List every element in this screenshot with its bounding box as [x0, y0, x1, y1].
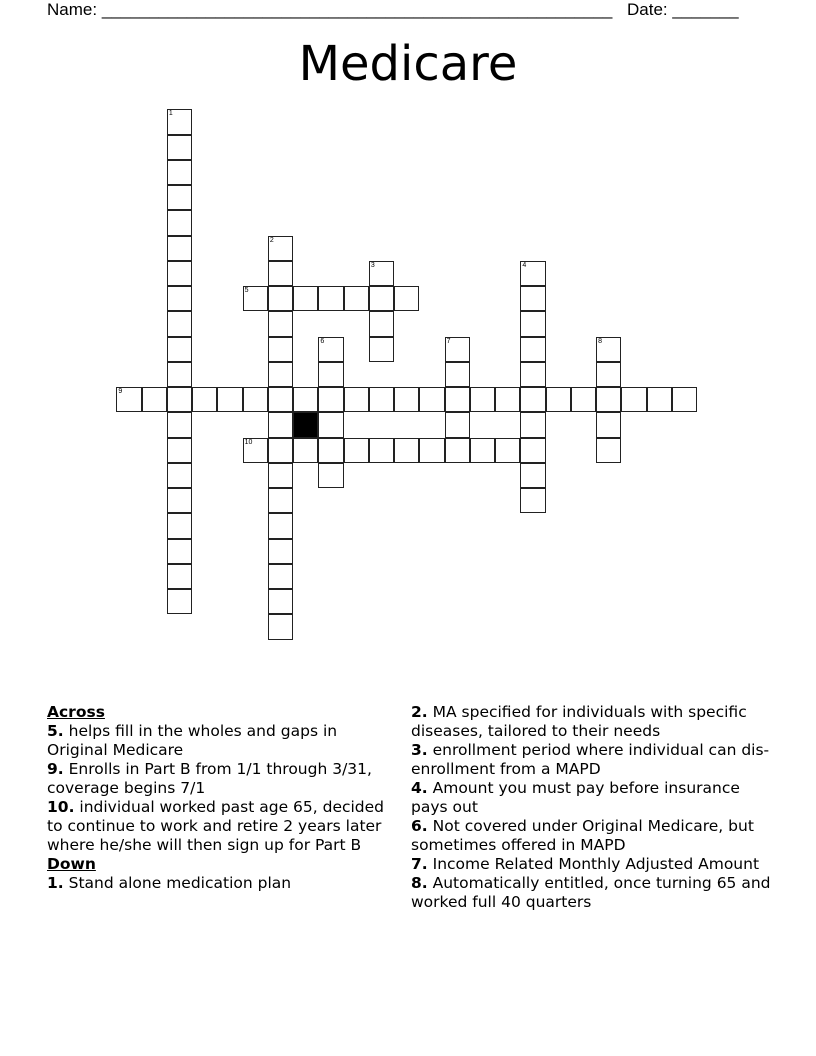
clues-left-column — [47, 703, 402, 893]
grid-cell[interactable] — [344, 286, 369, 311]
grid-cell[interactable] — [596, 387, 621, 412]
name-field[interactable] — [47, 0, 612, 20]
grid-cell[interactable] — [167, 160, 192, 185]
clue-text: Amount you must pay before insurance pays out — [411, 779, 740, 816]
clue-text: Enrolls in Part B from 1/1 through 3/31, coverage begins 7/1 — [47, 760, 372, 797]
grid-cell[interactable] — [520, 387, 545, 412]
clue-text: Stand alone medication plan — [68, 874, 292, 892]
grid-cell[interactable] — [268, 412, 293, 437]
grid-cell[interactable] — [369, 311, 394, 336]
grid-cell[interactable] — [293, 286, 318, 311]
grid-cell[interactable] — [167, 286, 192, 311]
grid-cell[interactable] — [394, 438, 419, 463]
grid-cell[interactable] — [520, 286, 545, 311]
grid-cell[interactable] — [419, 387, 444, 412]
grid-cell[interactable] — [268, 438, 293, 463]
grid-cell[interactable] — [268, 513, 293, 538]
clue-down-4 — [411, 779, 771, 817]
clue-text: MA specified for individuals with specific diseases, tailored to their needs — [411, 703, 747, 740]
grid-cell[interactable] — [167, 463, 192, 488]
grid-cell[interactable] — [647, 387, 672, 412]
grid-cell[interactable] — [369, 261, 394, 286]
name-line: ______________________________________________________ — [101, 0, 613, 19]
cell-number: 10 — [244, 438, 253, 446]
clue-down-3 — [411, 741, 771, 779]
grid-cell[interactable] — [293, 438, 318, 463]
grid-cell[interactable] — [167, 412, 192, 437]
grid-cell[interactable] — [318, 362, 343, 387]
clue-number: 4. — [411, 779, 428, 797]
across-heading: Across — [47, 703, 105, 721]
grid-cell[interactable] — [470, 438, 495, 463]
grid-cell[interactable] — [167, 589, 192, 614]
cell-number: 9 — [118, 388, 123, 396]
clue-text: helps fill in the wholes and gaps in Original Medicare — [47, 722, 338, 759]
grid-cell[interactable] — [217, 387, 242, 412]
grid-cell[interactable] — [445, 362, 470, 387]
grid-cell[interactable] — [268, 261, 293, 286]
grid-cell[interactable] — [192, 387, 217, 412]
grid-cell[interactable] — [596, 362, 621, 387]
grid-cell[interactable] — [445, 438, 470, 463]
grid-cell[interactable] — [520, 412, 545, 437]
grid-cell[interactable] — [167, 135, 192, 160]
date-label: Date: — [627, 0, 668, 19]
grid-cell[interactable] — [596, 412, 621, 437]
clue-across-9 — [47, 760, 402, 798]
grid-cell[interactable] — [116, 387, 141, 412]
grid-cell[interactable] — [167, 438, 192, 463]
grid-cell[interactable] — [268, 614, 293, 639]
cell-number: 3 — [370, 261, 375, 269]
grid-cell[interactable] — [268, 539, 293, 564]
grid-cell[interactable] — [318, 337, 343, 362]
grid-cell[interactable] — [369, 337, 394, 362]
grid-cell[interactable] — [520, 362, 545, 387]
grid-cell[interactable] — [318, 412, 343, 437]
grid-cell[interactable] — [268, 488, 293, 513]
grid-cell[interactable] — [445, 337, 470, 362]
clue-text: Not covered under Original Medicare, but sometimes offered in MAPD — [411, 817, 754, 854]
clue-down-8 — [411, 874, 771, 912]
clue-number: 9. — [47, 760, 64, 778]
grid-cell[interactable] — [268, 564, 293, 589]
grid-cell[interactable] — [167, 564, 192, 589]
date-field[interactable] — [627, 0, 739, 20]
grid-cell[interactable] — [268, 387, 293, 412]
grid-cell[interactable] — [318, 286, 343, 311]
clue-number: 10. — [47, 798, 75, 816]
grid-cell[interactable] — [520, 261, 545, 286]
clue-down-1 — [47, 874, 402, 893]
grid-cell[interactable] — [596, 337, 621, 362]
grid-cell[interactable] — [243, 286, 268, 311]
clue-number: 1. — [47, 874, 64, 892]
date-line: _______ — [672, 0, 739, 19]
grid-cell[interactable] — [167, 236, 192, 261]
grid-cell[interactable] — [672, 387, 697, 412]
grid-cell[interactable] — [268, 463, 293, 488]
grid-cell[interactable] — [470, 387, 495, 412]
grid-cell[interactable] — [369, 286, 394, 311]
clue-number: 3. — [411, 741, 428, 759]
grid-cell[interactable] — [495, 438, 520, 463]
cell-number: 5 — [244, 287, 249, 295]
grid-cell[interactable] — [318, 438, 343, 463]
grid-cell[interactable] — [268, 311, 293, 336]
grid-cell[interactable] — [520, 463, 545, 488]
grid-cell[interactable] — [495, 387, 520, 412]
clue-number: 7. — [411, 855, 428, 873]
grid-cell[interactable] — [520, 311, 545, 336]
grid-cell[interactable] — [520, 337, 545, 362]
grid-cell[interactable] — [571, 387, 596, 412]
grid-cell[interactable] — [419, 438, 444, 463]
clue-down-7 — [411, 855, 771, 874]
clue-number: 2. — [411, 703, 428, 721]
grid-cell[interactable] — [268, 589, 293, 614]
grid-cell[interactable] — [318, 463, 343, 488]
clue-text: Automatically entitled, once turning 65 and worked full 40 quarters — [411, 874, 771, 911]
grid-cell[interactable] — [268, 286, 293, 311]
clue-number: 8. — [411, 874, 428, 892]
grid-cell[interactable] — [167, 185, 192, 210]
grid-cell[interactable] — [167, 109, 192, 134]
grid-cell[interactable] — [167, 210, 192, 235]
cell-number: 2 — [269, 236, 274, 244]
clue-text: Income Related Monthly Adjusted Amount — [432, 855, 760, 873]
page-title: Medicare — [298, 36, 518, 92]
grid-cell[interactable] — [318, 387, 343, 412]
grid-cell[interactable] — [394, 286, 419, 311]
clue-down-2 — [411, 703, 771, 741]
grid-cell[interactable] — [243, 438, 268, 463]
clue-text: enrollment period where individual can dis-enrollment from a MAPD — [411, 741, 770, 778]
clue-text: individual worked past age 65, decided to continue to work and retire 2 years later where he/she will then sign up for Part B — [47, 798, 385, 854]
grid-cell[interactable] — [520, 488, 545, 513]
grid-cell[interactable] — [167, 362, 192, 387]
grid-cell[interactable] — [167, 387, 192, 412]
grid-cell[interactable] — [394, 387, 419, 412]
cell-number: 1 — [168, 110, 173, 118]
grid-cell[interactable] — [268, 337, 293, 362]
grid-cell[interactable] — [268, 362, 293, 387]
cell-number: 4 — [522, 261, 527, 269]
grid-cell[interactable] — [167, 488, 192, 513]
grid-cell[interactable] — [369, 438, 394, 463]
name-label: Name: — [47, 0, 98, 19]
cell-number: 7 — [446, 337, 451, 345]
grid-cell[interactable] — [369, 387, 394, 412]
grid-cell[interactable] — [243, 387, 268, 412]
clues-right-column — [411, 703, 771, 912]
grid-cell[interactable] — [167, 513, 192, 538]
clue-down-6 — [411, 817, 771, 855]
black-cell — [293, 412, 318, 437]
cell-number: 6 — [320, 337, 325, 345]
grid-cell[interactable] — [293, 387, 318, 412]
grid-cell[interactable] — [596, 438, 621, 463]
grid-cell[interactable] — [445, 412, 470, 437]
down-heading: Down — [47, 855, 96, 873]
grid-cell[interactable] — [167, 539, 192, 564]
grid-cell[interactable] — [520, 438, 545, 463]
grid-cell[interactable] — [344, 438, 369, 463]
grid-cell[interactable] — [621, 387, 646, 412]
grid-cell[interactable] — [546, 387, 571, 412]
clue-number: 5. — [47, 722, 64, 740]
cell-number: 8 — [598, 337, 603, 345]
grid-cell[interactable] — [167, 261, 192, 286]
grid-cell[interactable] — [268, 236, 293, 261]
clue-across-5 — [47, 722, 402, 760]
grid-cell[interactable] — [142, 387, 167, 412]
grid-cell[interactable] — [167, 337, 192, 362]
grid-cell[interactable] — [344, 387, 369, 412]
grid-cell[interactable] — [445, 387, 470, 412]
clue-number: 6. — [411, 817, 428, 835]
clue-across-10 — [47, 798, 402, 855]
grid-cell[interactable] — [167, 311, 192, 336]
